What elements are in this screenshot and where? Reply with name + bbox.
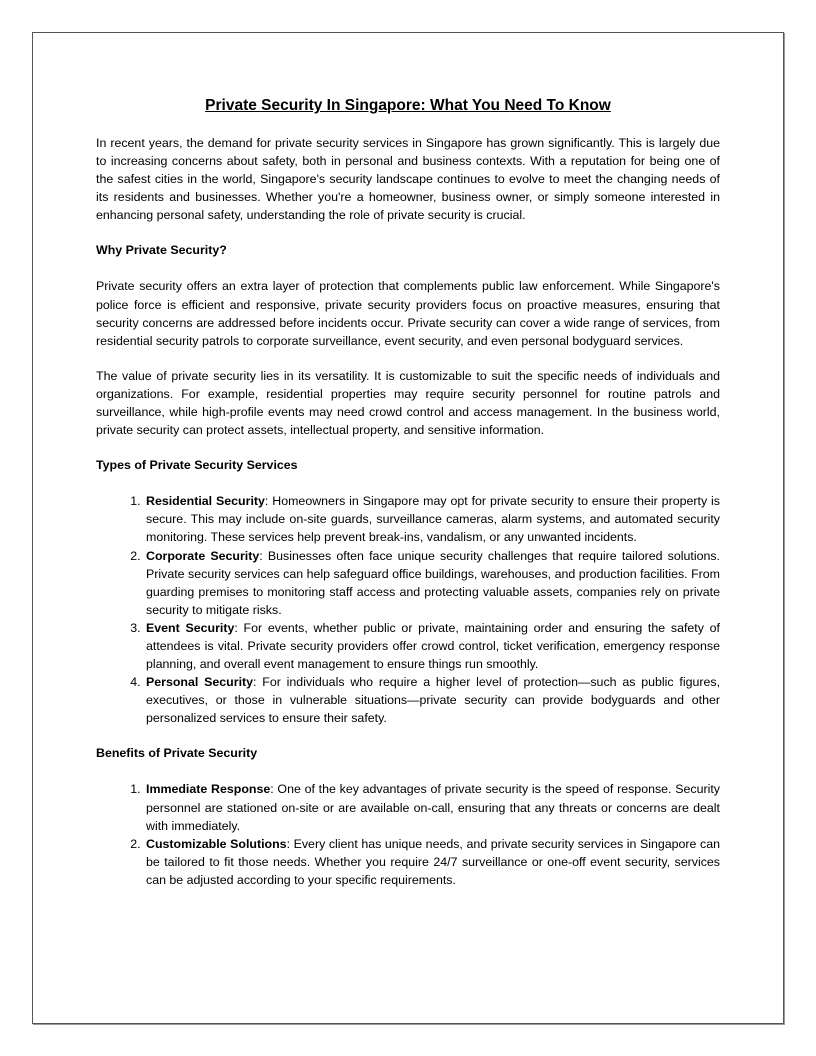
list-item-term: Immediate Response: [146, 782, 271, 797]
list-item-text: : One of the key advantages of private security is the speed of response. Security personnel are stationed on-site or are available on-call, ensuring that any threats or concerns are dealt with immediately.: [146, 782, 720, 833]
list-item-term: Personal Security: [146, 675, 254, 690]
list-item-text: : Every client has unique needs, and private security services in Singapore can be tailored to fit those needs. Whether you require 24/7 surveillance or one-off event security, services can be adjusted according to your specific requirements.: [146, 836, 720, 887]
list-item: [144, 619, 720, 673]
why-paragraph-1: Private security offers an extra layer of protection that complements public law enforcement. While Singapore's police force is efficient and responsive, private security providers focus on proactive measures, ensuring that security concerns are addressed before incidents occur. Private security can cover a wide range of services, from residential security patrols to corporate surveillance, event security, and even personal bodyguard services.: [96, 279, 720, 348]
list-item-text: : For events, whether public or private, maintaining order and ensuring the safety of attendees is vital. Private security providers offer crowd control, ticket verification, emergency response planning, and overall event management to ensure things run smoothly.: [146, 620, 720, 672]
types-heading: Types of Private Security Services: [96, 458, 298, 473]
why-heading: Why Private Security?: [96, 243, 227, 258]
list-item-text: : Homeowners in Singapore may opt for private security to ensure their property is secure. This may include on-site guards, surveillance cameras, alarm systems, and automated security monitoring. These services help prevent break-ins, vandalism, or any unwanted incidents.: [146, 494, 720, 545]
list-item: [144, 673, 720, 727]
benefits-heading: Benefits of Private Security: [96, 746, 258, 761]
list-item: [144, 780, 720, 834]
list-item: [144, 835, 720, 889]
list-item-term: Event Security: [146, 620, 235, 635]
benefits-list: [96, 780, 720, 889]
intro-paragraph: In recent years, the demand for private security services in Singapore has grown significantly. This is largely due to increasing concerns about safety, both in personal and business contexts. With a reputation for being one of the safest cities in the world, Singapore's security landscape continues to evolve to meet the changing needs of its residents and businesses. Whether you're a homeowner, business owner, or simply someone interested in enhancing personal safety, understanding the role of private security is crucial.: [96, 136, 720, 223]
list-item-term: Customizable Solutions: [146, 836, 287, 851]
list-item-text: : For individuals who require a higher level of protection—such as public figures, executives, or those in vulnerable situations—private security can provide bodyguards and other personalized services to ensure their safety.: [146, 675, 721, 726]
why-paragraph-2: The value of private security lies in its versatility. It is customizable to suit the specific needs of individuals and organizations. For example, residential properties may require security personnel for routine patrols and surveillance, while high-profile events may need crowd control and access management. In the business world, private security can protect assets, intellectual property, and sensitive information.: [96, 368, 720, 438]
list-item-text: : Businesses often face unique security challenges that require tailored solutions. Private security services can help safeguard office buildings, warehouses, and production facilities. From guarding premises to monitoring staff access and protecting valuable assets, companies rely on private security to mitigate risks.: [146, 548, 720, 617]
document-body: [96, 96, 720, 906]
list-item: [144, 492, 720, 546]
list-item-term: Corporate Security: [146, 548, 260, 563]
types-list: [96, 492, 720, 727]
document-title: Private Security In Singapore: What You Need To Know: [205, 97, 611, 114]
list-item-term: Residential Security: [146, 494, 265, 509]
list-item: [144, 547, 720, 619]
